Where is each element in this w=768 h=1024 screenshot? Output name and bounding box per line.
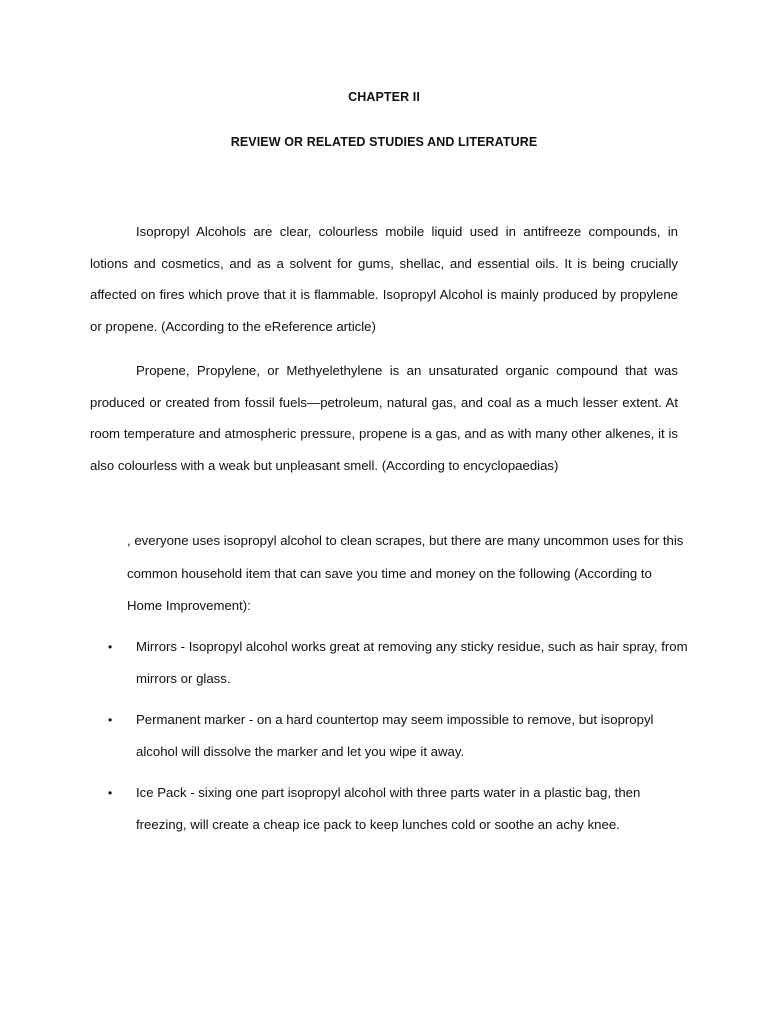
bullet-icon: • [108,786,113,800]
bullet-icon: • [108,640,113,654]
list-item [108,777,688,841]
bullet-text: Mirrors - Isopropyl alcohol works great at removing any sticky residue, such as hair spray, from mirrors or glass. [136,639,688,686]
paragraph-uses-intro: , everyone uses isopropyl alcohol to clean scrapes, but there are many uncommon uses for this common household item that can save you time and money on the following (According to Home Improvement): [127,533,684,613]
section-title: REVIEW OR RELATED STUDIES AND LITERATURE [230,135,538,149]
bullet-text: Permanent marker - on a hard countertop may seem impossible to remove, but isopropyl alcohol will dissolve the marker and let you wipe it away. [136,712,654,759]
chapter-heading: CHAPTER II [348,90,420,104]
list-item [108,631,688,695]
bullet-text: Ice Pack - sixing one part isopropyl alcohol with three parts water in a plastic bag, then freezing, will create a cheap ice pack to keep lunches cold or soothe an achy knee. [136,785,641,832]
paragraph-isopropyl-alcohol: Isopropyl Alcohols are clear, colourless mobile liquid used in antifreeze compounds, in lotions and cosmetics, and as a solvent for gums, shellac, and essential oils. It is being crucially affected on fires which prove that it is flammable. Isopropyl Alcohol is mainly produced by propylene or propene. (According to the eReference article) [90,224,678,334]
list-item [108,704,688,768]
bullet-icon: • [108,713,113,727]
uses-bullet-list [108,631,688,850]
paragraph-propene: Propene, Propylene, or Methyelethylene is an unsaturated organic compound that was produced or created from fossil fuels—petroleum, natural gas, and coal as a much lesser extent. At room temperature and atmospheric pressure, propene is a gas, and as with many other alkenes, it is also colourless with a weak but unpleasant smell. (According to encyclopaedias) [90,363,678,473]
